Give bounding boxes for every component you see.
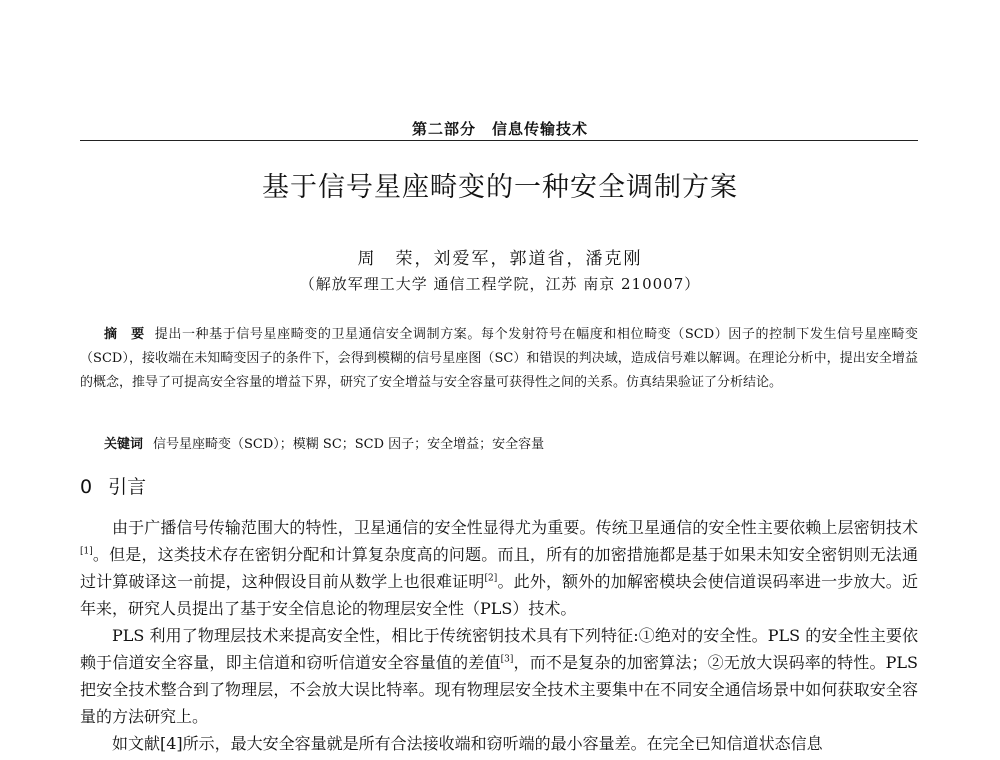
- paragraph-text: 。此外，额外的加解密模块会使信道误码率进一步放大。近年来，研究人员提出了基于安全信息论的物理层安全性（PLS）技术。: [80, 572, 918, 618]
- paragraph-text: ，而不是复杂的加密算法；②无放大误码率的特性。PLS 把安全技术整合到了物理层，不会放大误比特率。现有物理层安全技术主要集中在不同安全通信场景中如何获取安全容量的方法研究上。: [80, 653, 918, 726]
- authors: 周 荣，刘爱军，郭道省，潘克刚: [357, 249, 643, 269]
- section-number: 0: [80, 476, 93, 498]
- abstract: [80, 323, 918, 395]
- paragraph-2: [80, 622, 918, 730]
- citation-2: [2]: [484, 573, 498, 584]
- citation-1: [1]: [80, 546, 93, 557]
- paragraph-text: 如文献[4]所示，最大安全容量就是所有合法接收端和窃听端的最小容量差。在完全已知信道状态信息: [112, 734, 823, 753]
- keywords-text: 信号星座畸变（SCD）；模糊 SC；SCD 因子；安全增益；安全容量: [153, 437, 545, 452]
- section-heading: [80, 472, 146, 499]
- header-section: 信息传输技术: [492, 120, 589, 138]
- paragraph-text: 由于广播信号传输范围大的特性，卫星通信的安全性显得尤为重要。传统卫星通信的安全性主要依赖上层密钥技术: [112, 518, 918, 537]
- paragraph-3: [80, 730, 918, 757]
- paper-title: 基于信号星座畸变的一种安全调制方案: [262, 172, 738, 203]
- body-text: [80, 514, 918, 757]
- header-rule: [80, 140, 918, 141]
- keywords-label: 关键词: [104, 437, 144, 452]
- abstract-text: 提出一种基于信号星座畸变的卫星通信安全调制方案。每个发射符号在幅度和相位畸变（SCD）因子的控制下发生信号星座畸变（SCD），接收端在未知畸变因子的条件下，会得到模糊的信号星座图（SC）和错误的判决域，造成信号难以解调。在理论分析中，提出安全增益的概念，推导了可提高安全容量的增益下界，研究了安全增益与安全容量可获得性之间的关系。仿真结果验证了分析结论。: [80, 327, 918, 390]
- paragraph-text: PLS 利用了物理层技术来提高安全性，相比于传统密钥技术具有下列特征:①绝对的安全性。PLS 的安全性主要依赖于信道安全容量，即主信道和窃听信道安全容量值的差值: [80, 626, 918, 672]
- keywords: [80, 433, 918, 457]
- abstract-label: 摘 要: [104, 327, 145, 342]
- paragraph-text: 。但是，这类技术存在密钥分配和计算复杂度高的问题。而且，所有的加密措施都是基于如果未知安全密钥则无法通过计算破译这一前提，这种假设目前从数学上也很难证明: [80, 545, 918, 591]
- running-header: [0, 118, 1000, 139]
- section-title: 引言: [108, 476, 147, 498]
- citation-3: [3]: [500, 654, 514, 665]
- header-part: 第二部分: [411, 120, 476, 138]
- affiliation: （解放军理工大学 通信工程学院，江苏 南京 210007）: [299, 275, 701, 293]
- paragraph-1: [80, 514, 918, 622]
